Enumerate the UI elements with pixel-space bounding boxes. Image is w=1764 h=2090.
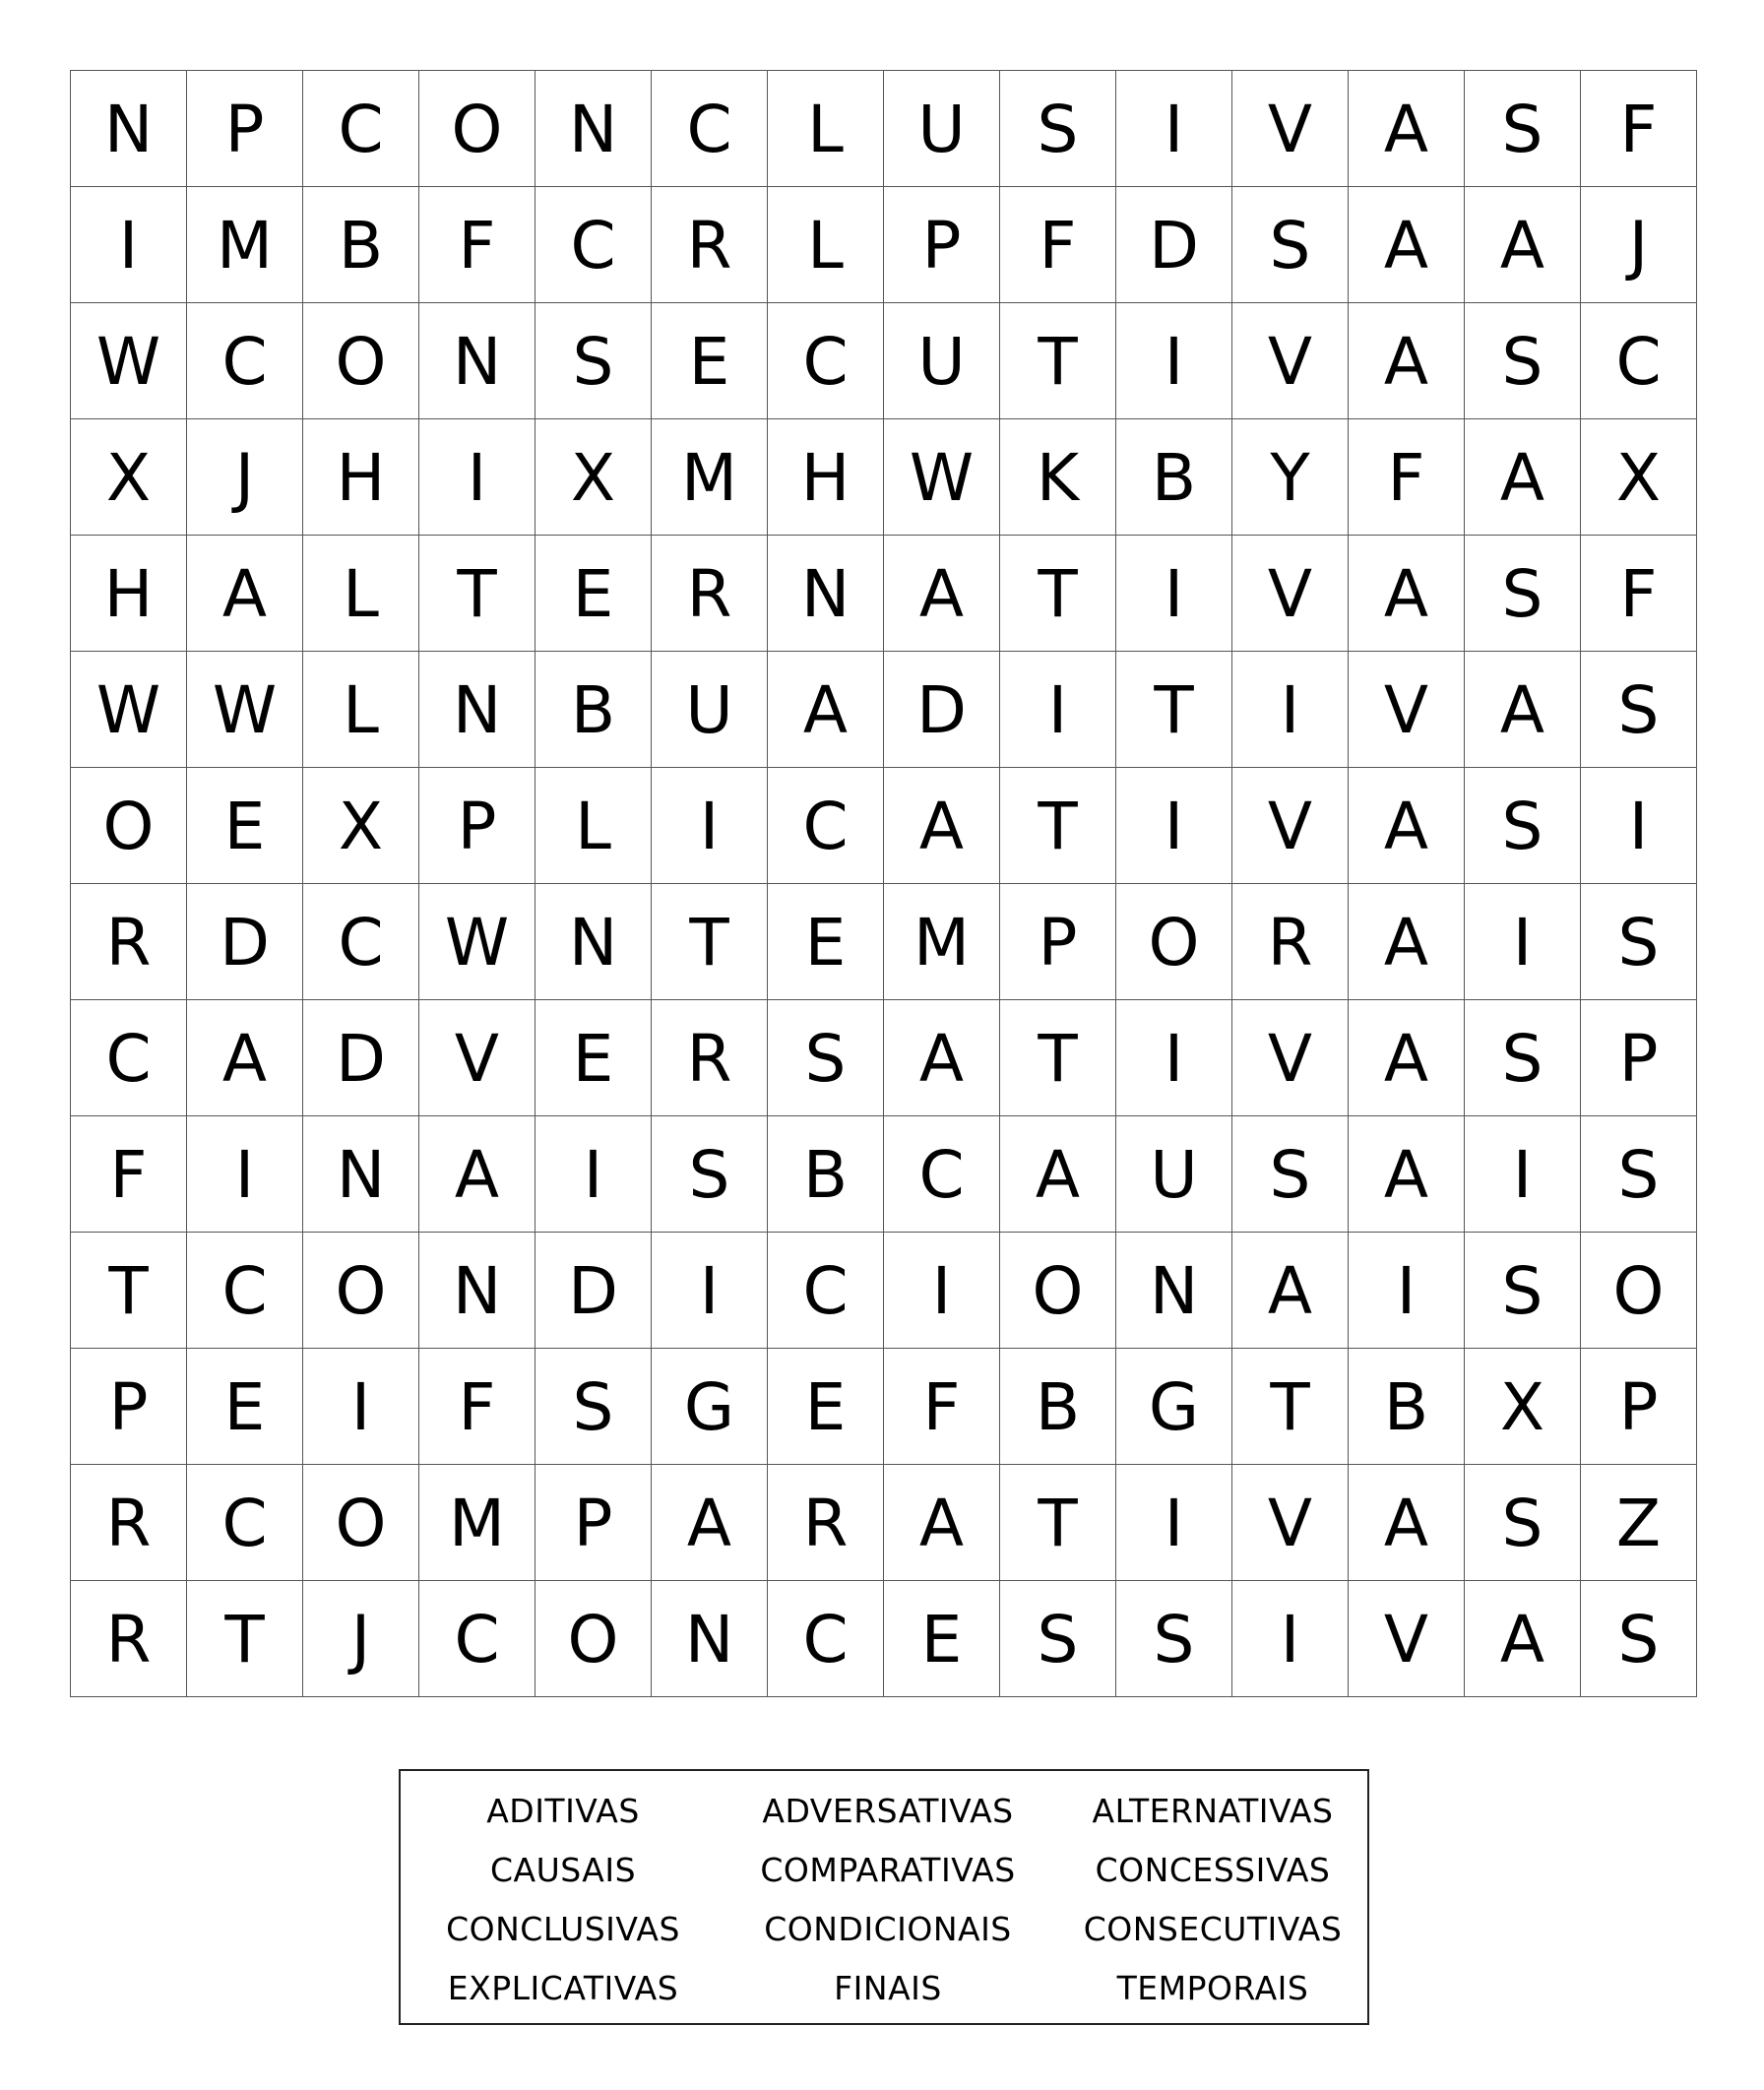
grid-cell[interactable]: P (1581, 1000, 1697, 1116)
grid-cell[interactable]: A (1465, 419, 1581, 536)
word-list-item: CONSECUTIVAS (1083, 1909, 1343, 1948)
grid-cell[interactable]: S (1465, 1465, 1581, 1581)
grid-cell[interactable]: W (71, 303, 187, 419)
grid-cell[interactable]: I (1116, 536, 1232, 652)
grid-cell[interactable]: A (884, 768, 1000, 884)
grid-cell[interactable]: K (1000, 419, 1116, 536)
grid-cell[interactable]: A (652, 1465, 768, 1581)
grid-cell[interactable]: U (884, 303, 1000, 419)
grid-cell[interactable]: S (1000, 71, 1116, 187)
grid-cell[interactable]: W (187, 652, 303, 768)
grid-cell[interactable]: U (1116, 1116, 1232, 1233)
grid-cell[interactable]: Y (1232, 419, 1349, 536)
grid-cell[interactable]: I (652, 1233, 768, 1349)
grid-cell[interactable]: P (419, 768, 536, 884)
grid-cell[interactable]: C (768, 1581, 884, 1697)
grid-cell[interactable]: V (1232, 303, 1349, 419)
grid-cell[interactable]: E (652, 303, 768, 419)
grid-cell[interactable]: I (652, 768, 768, 884)
word-list-item: COMPARATIVAS (760, 1850, 1016, 1889)
word-list-item: ADVERSATIVAS (762, 1791, 1014, 1830)
letter-grid (70, 70, 1697, 1697)
grid-cell[interactable]: O (419, 71, 536, 187)
grid-cell[interactable]: J (1581, 187, 1697, 303)
grid-cell[interactable]: W (884, 419, 1000, 536)
grid-cell[interactable]: X (536, 419, 652, 536)
grid-cell[interactable]: R (652, 187, 768, 303)
grid-cell[interactable]: S (768, 1000, 884, 1116)
grid-cell[interactable]: L (536, 768, 652, 884)
grid-cell[interactable]: A (1465, 1581, 1581, 1697)
grid-cell[interactable]: I (187, 1116, 303, 1233)
grid-cell[interactable]: B (536, 652, 652, 768)
grid-cell[interactable]: P (71, 1349, 187, 1465)
grid-cell[interactable]: C (768, 1233, 884, 1349)
grid-cell[interactable]: I (1232, 1581, 1349, 1697)
grid-cell[interactable]: N (303, 1116, 419, 1233)
word-list-item: TEMPORAIS (1116, 1968, 1309, 2007)
grid-cell[interactable]: A (1349, 187, 1465, 303)
grid-cell[interactable]: S (1000, 1581, 1116, 1697)
grid-cell[interactable]: A (1349, 1465, 1465, 1581)
grid-cell[interactable]: N (1116, 1233, 1232, 1349)
grid-cell[interactable]: R (71, 1581, 187, 1697)
grid-cell[interactable]: R (768, 1465, 884, 1581)
grid-cell[interactable]: I (1116, 71, 1232, 187)
grid-cell[interactable]: Z (1581, 1465, 1697, 1581)
grid-cell[interactable]: C (303, 884, 419, 1000)
grid-cell[interactable]: C (1581, 303, 1697, 419)
grid-cell[interactable]: O (303, 303, 419, 419)
grid-cell[interactable]: X (1581, 419, 1697, 536)
grid-cell[interactable]: O (303, 1465, 419, 1581)
grid-cell[interactable]: D (187, 884, 303, 1000)
grid-cell[interactable]: V (1349, 1581, 1465, 1697)
grid-cell[interactable]: E (187, 768, 303, 884)
grid-cell[interactable]: L (768, 187, 884, 303)
grid-cell[interactable]: E (768, 884, 884, 1000)
grid-cell[interactable]: I (1116, 768, 1232, 884)
grid-cell[interactable]: A (1349, 768, 1465, 884)
grid-cell[interactable]: R (71, 1465, 187, 1581)
grid-cell[interactable]: V (1232, 536, 1349, 652)
grid-cell[interactable]: C (187, 1465, 303, 1581)
grid-cell[interactable]: G (1116, 1349, 1232, 1465)
grid-cell[interactable]: P (1581, 1349, 1697, 1465)
grid-cell[interactable]: S (1465, 536, 1581, 652)
word-list-item: CAUSAIS (489, 1850, 637, 1889)
grid-cell[interactable]: N (419, 1233, 536, 1349)
grid-cell[interactable]: C (768, 768, 884, 884)
grid-cell[interactable]: F (1349, 419, 1465, 536)
grid-cell[interactable]: F (419, 1349, 536, 1465)
grid-cell[interactable]: F (884, 1349, 1000, 1465)
grid-cell[interactable]: W (71, 652, 187, 768)
grid-cell[interactable]: N (419, 303, 536, 419)
grid-cell[interactable]: M (652, 419, 768, 536)
grid-cell[interactable]: X (1465, 1349, 1581, 1465)
grid-cell[interactable]: P (884, 187, 1000, 303)
grid-cell[interactable]: T (1232, 1349, 1349, 1465)
grid-cell[interactable]: A (1232, 1233, 1349, 1349)
grid-cell[interactable]: N (768, 536, 884, 652)
grid-cell[interactable]: T (1116, 652, 1232, 768)
grid-cell[interactable]: O (303, 1233, 419, 1349)
grid-cell[interactable]: V (1232, 768, 1349, 884)
grid-cell[interactable]: N (71, 71, 187, 187)
grid-cell[interactable]: I (71, 187, 187, 303)
grid-cell[interactable]: A (187, 1000, 303, 1116)
grid-cell[interactable]: M (884, 884, 1000, 1000)
grid-cell[interactable]: M (419, 1465, 536, 1581)
grid-cell[interactable]: T (187, 1581, 303, 1697)
grid-cell[interactable]: A (1349, 1116, 1465, 1233)
word-list-item: CONDICIONAIS (764, 1909, 1012, 1948)
grid-cell[interactable]: O (1581, 1233, 1697, 1349)
word-list-item: EXPLICATIVAS (447, 1968, 679, 2007)
grid-cell[interactable]: A (1349, 1000, 1465, 1116)
grid-cell[interactable]: D (884, 652, 1000, 768)
grid-cell[interactable]: A (768, 652, 884, 768)
word-list-item: CONCLUSIVAS (446, 1909, 680, 1948)
word-list-item: ALTERNATIVAS (1092, 1791, 1334, 1830)
grid-cell[interactable]: T (1000, 1000, 1116, 1116)
grid-cell[interactable]: R (652, 536, 768, 652)
grid-cell[interactable]: I (1232, 652, 1349, 768)
grid-cell[interactable]: I (1465, 884, 1581, 1000)
grid-cell[interactable]: C (768, 303, 884, 419)
grid-cell[interactable]: T (419, 536, 536, 652)
word-list-item: CONCESSIVAS (1095, 1850, 1331, 1889)
grid-cell[interactable]: L (303, 652, 419, 768)
grid-cell[interactable]: I (1349, 1233, 1465, 1349)
grid-cell[interactable]: N (419, 652, 536, 768)
grid-cell[interactable]: O (1116, 884, 1232, 1000)
grid-cell[interactable]: S (1465, 71, 1581, 187)
grid-cell[interactable]: D (303, 1000, 419, 1116)
grid-cell[interactable]: S (1465, 1233, 1581, 1349)
grid-cell[interactable]: L (303, 536, 419, 652)
grid-cell[interactable]: A (1349, 303, 1465, 419)
grid-cell[interactable]: H (303, 419, 419, 536)
grid-cell[interactable]: V (419, 1000, 536, 1116)
grid-cell[interactable]: A (1465, 187, 1581, 303)
grid-cell[interactable]: R (1232, 884, 1349, 1000)
grid-cell[interactable]: B (303, 187, 419, 303)
grid-cell[interactable]: I (1116, 1000, 1232, 1116)
grid-cell[interactable]: C (187, 1233, 303, 1349)
grid-cell[interactable]: I (419, 419, 536, 536)
grid-cell[interactable]: T (71, 1233, 187, 1349)
grid-cell[interactable]: S (1581, 1581, 1697, 1697)
grid-cell[interactable]: I (1465, 1116, 1581, 1233)
grid-cell[interactable]: B (768, 1116, 884, 1233)
grid-cell[interactable]: R (652, 1000, 768, 1116)
grid-cell[interactable]: B (1116, 419, 1232, 536)
grid-cell[interactable]: O (536, 1581, 652, 1697)
grid-cell[interactable]: V (1232, 71, 1349, 187)
grid-cell[interactable]: T (652, 884, 768, 1000)
grid-cell[interactable]: W (419, 884, 536, 1000)
grid-cell[interactable]: M (187, 187, 303, 303)
grid-cell[interactable]: P (1000, 884, 1116, 1000)
grid-cell[interactable]: N (536, 71, 652, 187)
grid-cell[interactable]: I (1116, 303, 1232, 419)
grid-cell[interactable]: T (1000, 536, 1116, 652)
grid-cell[interactable]: R (71, 884, 187, 1000)
grid-cell[interactable]: L (768, 71, 884, 187)
grid-cell[interactable]: A (884, 1000, 1000, 1116)
grid-cell[interactable]: I (1581, 768, 1697, 884)
grid-cell[interactable]: N (652, 1581, 768, 1697)
word-list-item: ADITIVAS (486, 1791, 640, 1830)
grid-cell[interactable]: E (768, 1349, 884, 1465)
grid-cell[interactable]: O (1000, 1233, 1116, 1349)
grid-cell[interactable]: P (536, 1465, 652, 1581)
grid-cell[interactable]: A (1465, 652, 1581, 768)
grid-cell[interactable]: T (1000, 768, 1116, 884)
grid-cell[interactable]: C (652, 71, 768, 187)
grid-cell[interactable]: C (536, 187, 652, 303)
grid-cell[interactable]: H (768, 419, 884, 536)
grid-cell[interactable]: V (1232, 1000, 1349, 1116)
grid-cell[interactable]: S (1232, 1116, 1349, 1233)
grid-cell[interactable]: C (71, 1000, 187, 1116)
grid-cell[interactable]: S (536, 1349, 652, 1465)
grid-cell[interactable]: A (187, 536, 303, 652)
grid-cell[interactable]: A (1349, 884, 1465, 1000)
word-list (399, 1769, 1369, 2025)
grid-cell[interactable]: A (1349, 536, 1465, 652)
grid-cell[interactable]: S (1465, 768, 1581, 884)
grid-cell[interactable]: S (652, 1116, 768, 1233)
grid-cell[interactable]: A (1349, 71, 1465, 187)
grid-cell[interactable]: E (536, 536, 652, 652)
grid-cell[interactable]: G (652, 1349, 768, 1465)
grid-cell[interactable]: B (1000, 1349, 1116, 1465)
grid-cell[interactable]: P (187, 71, 303, 187)
grid-cell[interactable]: S (1581, 1116, 1697, 1233)
grid-cell[interactable]: O (71, 768, 187, 884)
grid-cell[interactable]: E (187, 1349, 303, 1465)
grid-cell[interactable]: J (303, 1581, 419, 1697)
grid-cell[interactable]: N (536, 884, 652, 1000)
grid-cell[interactable]: S (1116, 1581, 1232, 1697)
grid-cell[interactable]: C (303, 71, 419, 187)
grid-cell[interactable]: S (1465, 1000, 1581, 1116)
grid-cell[interactable]: F (1581, 71, 1697, 187)
grid-cell[interactable]: F (419, 187, 536, 303)
grid-cell[interactable]: S (536, 303, 652, 419)
grid-cell[interactable]: S (1581, 652, 1697, 768)
grid-cell[interactable]: T (1000, 303, 1116, 419)
grid-cell[interactable]: U (652, 652, 768, 768)
grid-cell[interactable]: J (187, 419, 303, 536)
grid-cell[interactable]: A (884, 536, 1000, 652)
grid-cell[interactable]: D (536, 1233, 652, 1349)
grid-cell[interactable]: E (536, 1000, 652, 1116)
grid-cell[interactable]: S (1232, 187, 1349, 303)
grid-cell[interactable]: D (1116, 187, 1232, 303)
grid-cell[interactable]: V (1349, 652, 1465, 768)
grid-cell[interactable]: I (536, 1116, 652, 1233)
grid-cell[interactable]: U (884, 71, 1000, 187)
grid-cell[interactable]: V (1232, 1465, 1349, 1581)
grid-cell[interactable]: T (1000, 1465, 1116, 1581)
grid-cell[interactable]: S (1581, 884, 1697, 1000)
word-list-item: FINAIS (834, 1968, 942, 2007)
grid-cell[interactable]: I (1116, 1465, 1232, 1581)
grid-cell[interactable]: A (419, 1116, 536, 1233)
grid-cell[interactable]: I (884, 1233, 1000, 1349)
grid-cell[interactable]: X (303, 768, 419, 884)
grid-cell[interactable]: C (419, 1581, 536, 1697)
grid-cell[interactable]: H (71, 536, 187, 652)
grid-cell[interactable]: B (1349, 1349, 1465, 1465)
grid-cell[interactable]: F (1000, 187, 1116, 303)
grid-cell[interactable]: F (71, 1116, 187, 1233)
grid-cell[interactable]: S (1465, 303, 1581, 419)
grid-cell[interactable]: I (1000, 652, 1116, 768)
grid-cell[interactable]: X (71, 419, 187, 536)
grid-cell[interactable]: C (187, 303, 303, 419)
grid-cell[interactable]: A (1000, 1116, 1116, 1233)
grid-cell[interactable]: I (303, 1349, 419, 1465)
grid-cell[interactable]: A (884, 1465, 1000, 1581)
grid-cell[interactable]: E (884, 1581, 1000, 1697)
grid-cell[interactable]: C (884, 1116, 1000, 1233)
grid-cell[interactable]: F (1581, 536, 1697, 652)
